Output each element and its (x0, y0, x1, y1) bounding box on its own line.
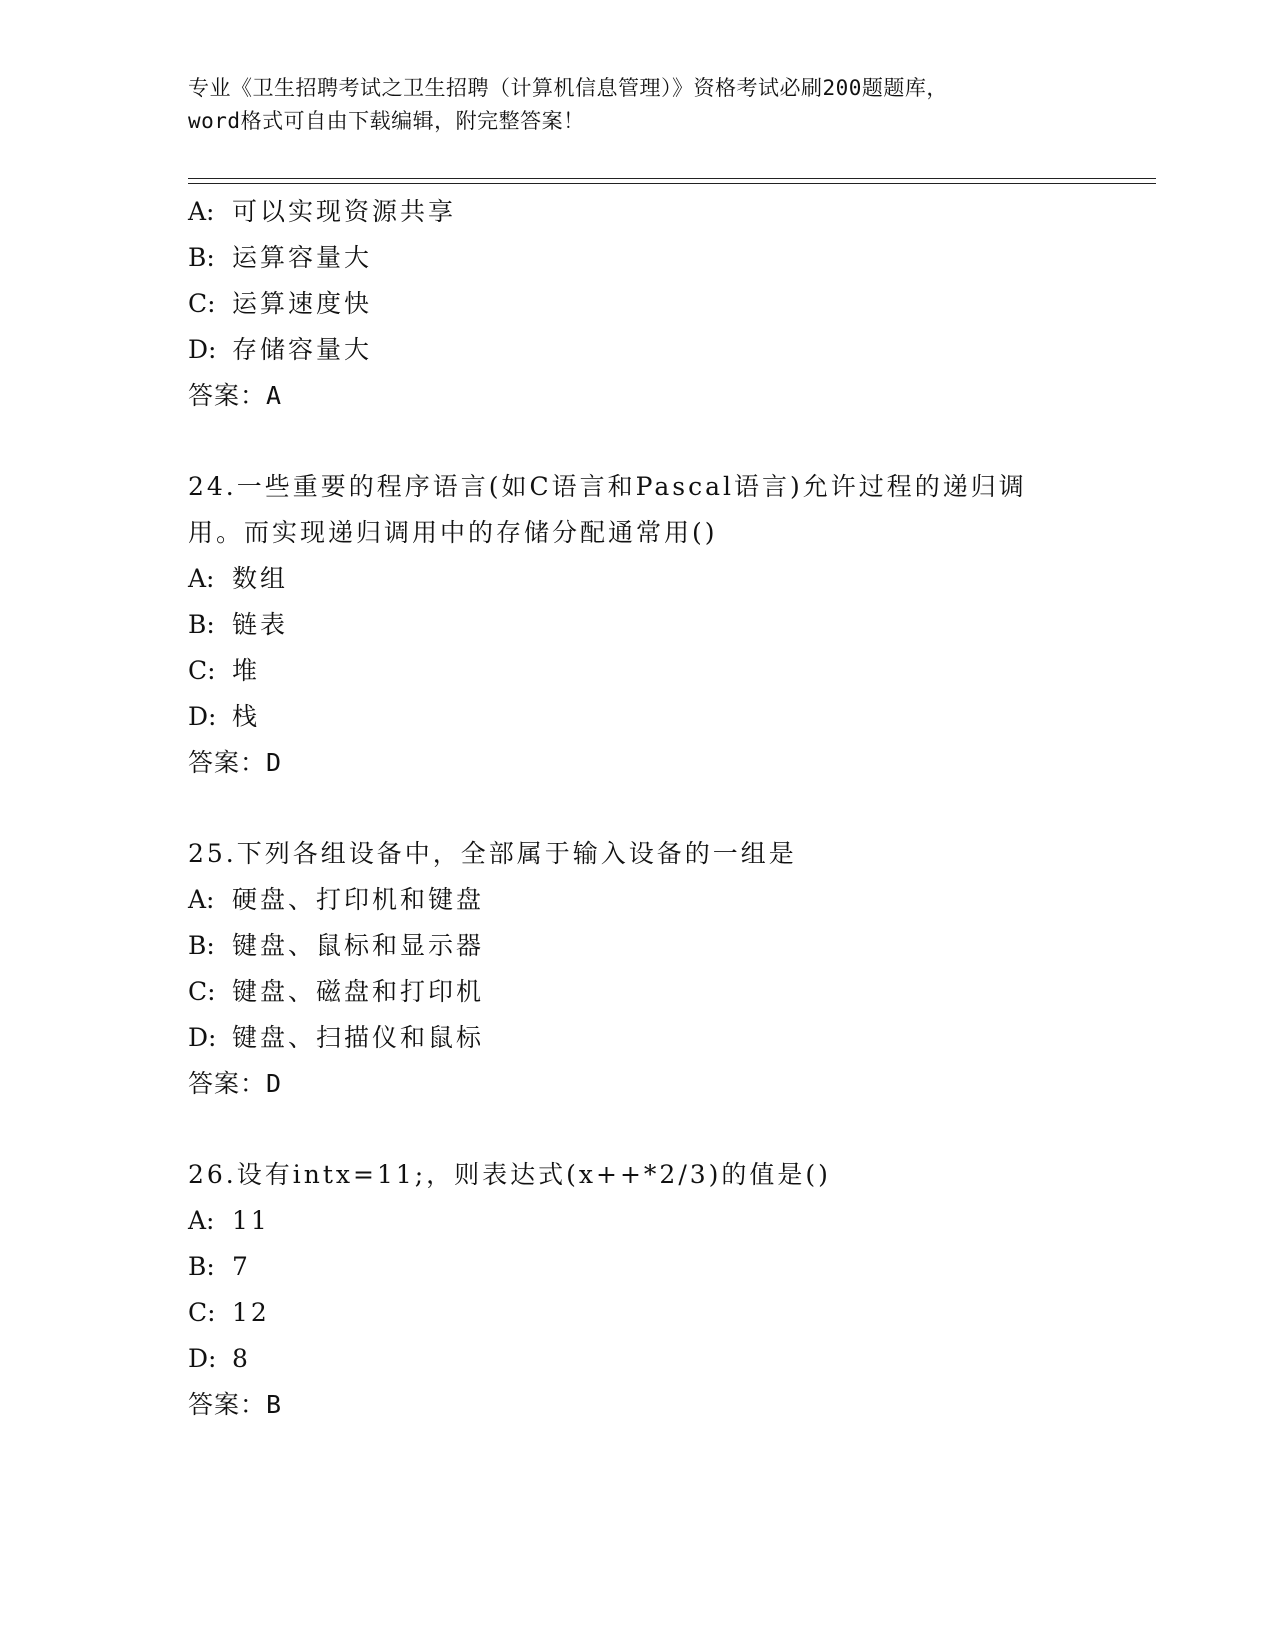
answer-value: A (266, 381, 283, 410)
answer-label: 答案： (188, 381, 267, 410)
option-text: 8 (232, 1344, 251, 1373)
option-letter: A: (188, 197, 215, 226)
option-b (188, 1244, 1156, 1290)
option-letter: B: (188, 610, 215, 639)
option-text: 11 (232, 1206, 270, 1235)
question-24 (188, 464, 1156, 786)
option-text: 可以实现资源共享 (232, 197, 457, 226)
question-26 (188, 1152, 1156, 1428)
option-letter: A: (188, 885, 215, 914)
option-a (188, 877, 1156, 923)
answer-label: 答案： (188, 748, 267, 777)
option-letter: B: (188, 1252, 215, 1281)
option-b (188, 235, 1156, 281)
option-letter: C: (188, 1298, 216, 1327)
option-c (188, 281, 1156, 327)
option-text: 堆 (232, 656, 261, 685)
answer-label: 答案： (188, 1069, 267, 1098)
header-line-2: word格式可自由下载编辑，附完整答案！ (188, 109, 585, 133)
option-letter: D: (188, 1344, 217, 1373)
question-stem-line-1: 25.下列各组设备中，全部属于输入设备的一组是 (188, 839, 797, 868)
option-text: 键盘、磁盘和打印机 (232, 977, 485, 1006)
option-letter: B: (188, 243, 215, 272)
option-d (188, 1015, 1156, 1061)
answer-line (188, 373, 1156, 419)
answer-label: 答案： (188, 1390, 267, 1419)
option-text: 7 (232, 1252, 251, 1281)
option-c (188, 1290, 1156, 1336)
option-a (188, 1198, 1156, 1244)
option-letter: D: (188, 702, 217, 731)
option-a (188, 189, 1156, 235)
option-text: 链表 (232, 610, 289, 639)
option-text: 运算容量大 (232, 243, 373, 272)
option-d (188, 694, 1156, 740)
option-b (188, 923, 1156, 969)
question-stem-line-2: 用。而实现递归调用中的存储分配通常用() (188, 518, 718, 547)
option-letter: A: (188, 564, 215, 593)
option-text: 键盘、鼠标和显示器 (232, 931, 485, 960)
option-d (188, 1336, 1156, 1382)
option-letter: C: (188, 656, 216, 685)
question-list (188, 189, 1156, 1428)
option-text: 存储容量大 (232, 335, 373, 364)
question-25 (188, 831, 1156, 1107)
question-23 (188, 189, 1156, 419)
question-stem-line-1: 24.一些重要的程序语言(如C语言和Pascal语言)允许过程的递归调 (188, 472, 1027, 501)
option-text: 键盘、扫描仪和鼠标 (232, 1023, 485, 1052)
answer-value: B (266, 1390, 283, 1419)
option-letter: C: (188, 289, 216, 318)
option-text: 硬盘、打印机和键盘 (232, 885, 485, 914)
option-letter: D: (188, 335, 217, 364)
answer-value: D (266, 1069, 283, 1098)
header-divider-top (188, 178, 1156, 179)
option-c (188, 969, 1156, 1015)
option-a (188, 556, 1156, 602)
option-d (188, 327, 1156, 373)
option-letter: A: (188, 1206, 215, 1235)
option-letter: C: (188, 977, 216, 1006)
option-text: 数组 (232, 564, 289, 593)
option-text: 运算速度快 (232, 289, 373, 318)
document-header (188, 72, 1088, 138)
option-letter: D: (188, 1023, 217, 1052)
option-c (188, 648, 1156, 694)
header-line-1: 专业《卫生招聘考试之卫生招聘（计算机信息管理）》资格考试必刷200题题库， (188, 76, 948, 100)
option-text: 栈 (232, 702, 261, 731)
option-b (188, 602, 1156, 648)
option-letter: B: (188, 931, 215, 960)
question-stem-line-1: 26.设有intx=11;，则表达式(x++*2/3)的值是() (188, 1160, 831, 1189)
header-divider-bottom (188, 183, 1156, 184)
option-text: 12 (232, 1298, 270, 1327)
answer-line (188, 1061, 1156, 1107)
answer-line (188, 1382, 1156, 1428)
answer-value: D (266, 748, 283, 777)
answer-line (188, 740, 1156, 786)
